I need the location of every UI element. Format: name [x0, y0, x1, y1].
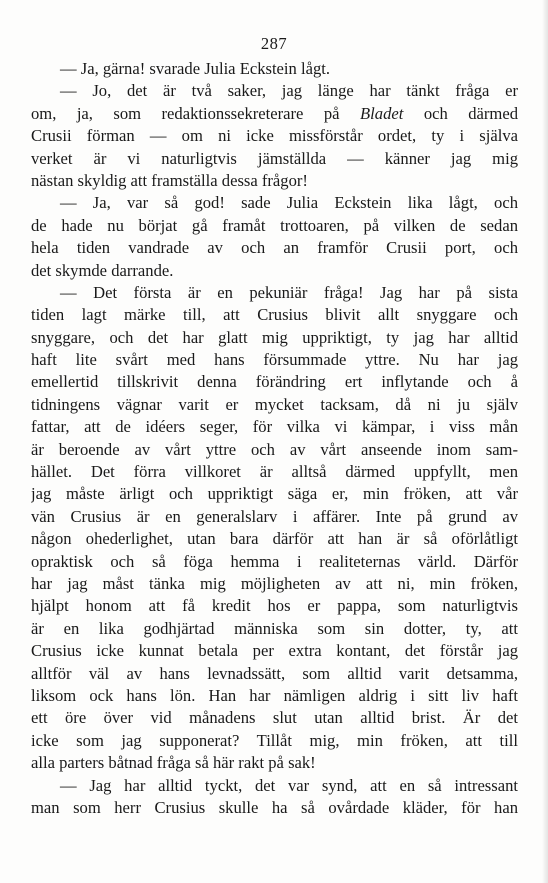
text-line: tiden lagt märke till, att Crusius blivit allt snyggare och [31, 305, 518, 325]
body-text [31, 58, 518, 819]
text-line: snyggare, och det har glatt mig uppriktigt, ty jag har alltid [31, 327, 518, 347]
text-line: — Jag har alltid tyckt, det var synd, att en så intressant [60, 775, 518, 795]
page-number: 287 [260, 34, 288, 53]
text-line: — Ja, var så god! sade Julia Eckstein lika lågt, och [60, 193, 518, 213]
text-line: alltför väl av hans levnadssätt, som alltid varit detsamma, [31, 663, 518, 683]
text-line [31, 103, 518, 125]
text-line: liksom ock hans lön. Han har nämligen aldrig i sitt liv haft [31, 685, 518, 705]
italic-title: Bladet [360, 103, 404, 123]
text-line: haft lite svårt med hans försummade yttre. Nu har jag [31, 350, 518, 370]
text-line: är beroende av vårt yttre och av vårt anseende inom sam- [31, 439, 518, 459]
text-line: vän Crusius är en generalslarv i affärer. Inte på grund av [31, 506, 518, 526]
text-line: icke som jag supponerat? Tillåt mig, min fröken, att till [31, 730, 518, 750]
text-line: Crusii förman — om ni icke missförstår ordet, ty i själva [31, 126, 518, 146]
text-line: jag måste ärligt och uppriktigt säga er, min fröken, att vår [31, 484, 518, 504]
text-line: är en lika godhjärtad människa som sin dotter, ty, att [31, 618, 518, 638]
text-line: emellertid tillskrivit denna förändring ert inflytande och å [31, 372, 518, 392]
text-line: alla parters båtnad fråga så här rakt på sak! [31, 753, 316, 773]
text-line: — Jo, det är två saker, jag länge har tänkt fråga er [60, 81, 518, 101]
text-line: opraktisk och så föga hemma i realiteternas värld. Därför [31, 551, 518, 571]
text-line: verket är vi naturligtvis jämställda — känner jag mig [31, 148, 518, 168]
text-line: tidningens vägnar varit er mycket tacksam, då ni ju själv [31, 394, 518, 414]
text-line: — Ja, gärna! svarade Julia Eckstein lågt. [60, 59, 331, 78]
text-line-segment: och därmed [403, 103, 518, 123]
text-line: de hade nu börjat gå framåt trottoaren, på vilken de sedan [31, 215, 518, 235]
text-line: man som herr Crusius skulle ha så ovårdade kläder, för han [31, 797, 518, 817]
page-edge-shadow [542, 0, 548, 883]
text-line: Crusius icke kunnat betala per extra kontant, det förstår jag [31, 641, 518, 661]
text-line-segment: om, ja, som redaktionssekreterare på [31, 103, 361, 123]
text-line: hjälpt honom att få kredit hos er pappa, som naturligtvis [31, 596, 518, 616]
text-line: ett öre över vid månadens slut utan alltid brist. Är det [31, 708, 518, 728]
text-line: det skymde darrande. [31, 260, 174, 280]
text-line: någon ohederlighet, utan bara därför att han är så oförlåtligt [31, 529, 518, 549]
text-line: fattar, att de idéers seger, för vilka vi kämpar, i viss mån [31, 417, 518, 437]
text-line: har jag måst tänka mig möjligheten av att ni, min fröken, [31, 573, 518, 593]
text-line: hela tiden vandrade av och an framför Crusii port, och [31, 238, 518, 258]
text-line: hället. Det förra villkoret är alltså därmed uppfyllt, men [31, 462, 518, 482]
text-line: — Det första är en pekuniär fråga! Jag har på sista [60, 282, 518, 302]
text-line: nästan skyldig att framställa dessa frågor! [31, 170, 308, 190]
